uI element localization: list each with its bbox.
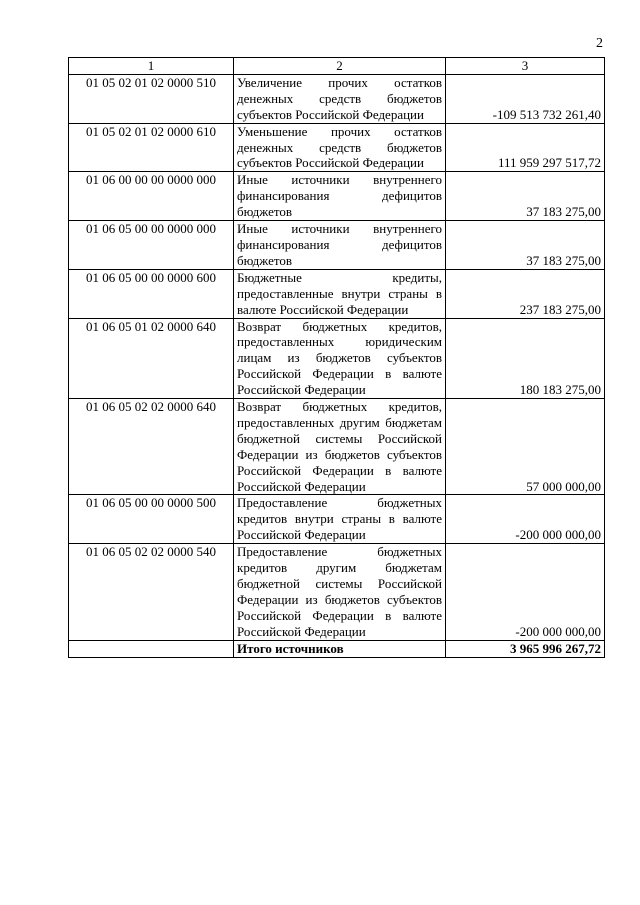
row-name: Бюджетные кредиты, предоставленные внутри страны в валюте Российской Федерации [234,269,446,318]
row-code: 01 06 05 02 02 0000 540 [69,544,234,640]
column-header-amount: 3 [446,58,605,75]
table-row [69,399,605,495]
total-code [69,640,234,657]
row-name: Увеличение прочих остатков денежных средств бюджетов субъектов Российской Федерации [234,74,446,123]
row-amount: 37 183 275,00 [446,172,605,221]
header-row [69,58,605,75]
table-row [69,123,605,172]
table-row [69,74,605,123]
row-name: Иные источники внутреннего финансирования дефицитов бюджетов [234,221,446,270]
row-code: 01 06 05 01 02 0000 640 [69,318,234,399]
row-amount: -200 000 000,00 [446,495,605,544]
row-amount: 180 183 275,00 [446,318,605,399]
table-row [69,172,605,221]
row-amount: 111 959 297 517,72 [446,123,605,172]
total-amount: 3 965 996 267,72 [446,640,605,657]
row-name: Предоставление бюджетных кредитов внутри страны в валюте Российской Федерации [234,495,446,544]
table-row [69,318,605,399]
row-code: 01 06 05 00 00 0000 600 [69,269,234,318]
table-row [69,221,605,270]
row-name: Возврат бюджетных кредитов, предоставленных другим бюджетам бюджетной системы Российской Федерации из бюджетов субъектов Российской Федерации в валюте Российской Федерации [234,399,446,495]
row-amount: -109 513 732 261,40 [446,74,605,123]
table-row [69,269,605,318]
row-code: 01 06 05 00 00 0000 500 [69,495,234,544]
total-label: Итого источников [234,640,446,657]
page-number: 2 [596,36,603,51]
sources-table [68,57,605,658]
row-name: Иные источники внутреннего финансирования дефицитов бюджетов [234,172,446,221]
row-name: Предоставление бюджетных кредитов другим бюджетам бюджетной системы Российской Федерации из бюджетов субъектов Российской Федерации в валюте Российской Федерации [234,544,446,640]
row-name: Возврат бюджетных кредитов, предоставленных юридическим лицам из бюджетов субъектов Российской Федерации в валюте Российской Федерации [234,318,446,399]
table-row [69,544,605,640]
row-code: 01 06 00 00 00 0000 000 [69,172,234,221]
row-amount: -200 000 000,00 [446,544,605,640]
column-header-name: 2 [234,58,446,75]
total-row [69,640,605,657]
row-code: 01 05 02 01 02 0000 510 [69,74,234,123]
row-amount: 37 183 275,00 [446,221,605,270]
row-code: 01 06 05 00 00 0000 000 [69,221,234,270]
row-code: 01 05 02 01 02 0000 610 [69,123,234,172]
row-amount: 57 000 000,00 [446,399,605,495]
row-amount: 237 183 275,00 [446,269,605,318]
row-name: Уменьшение прочих остатков денежных средств бюджетов субъектов Российской Федерации [234,123,446,172]
row-code: 01 06 05 02 02 0000 640 [69,399,234,495]
column-header-code: 1 [69,58,234,75]
table-row [69,495,605,544]
